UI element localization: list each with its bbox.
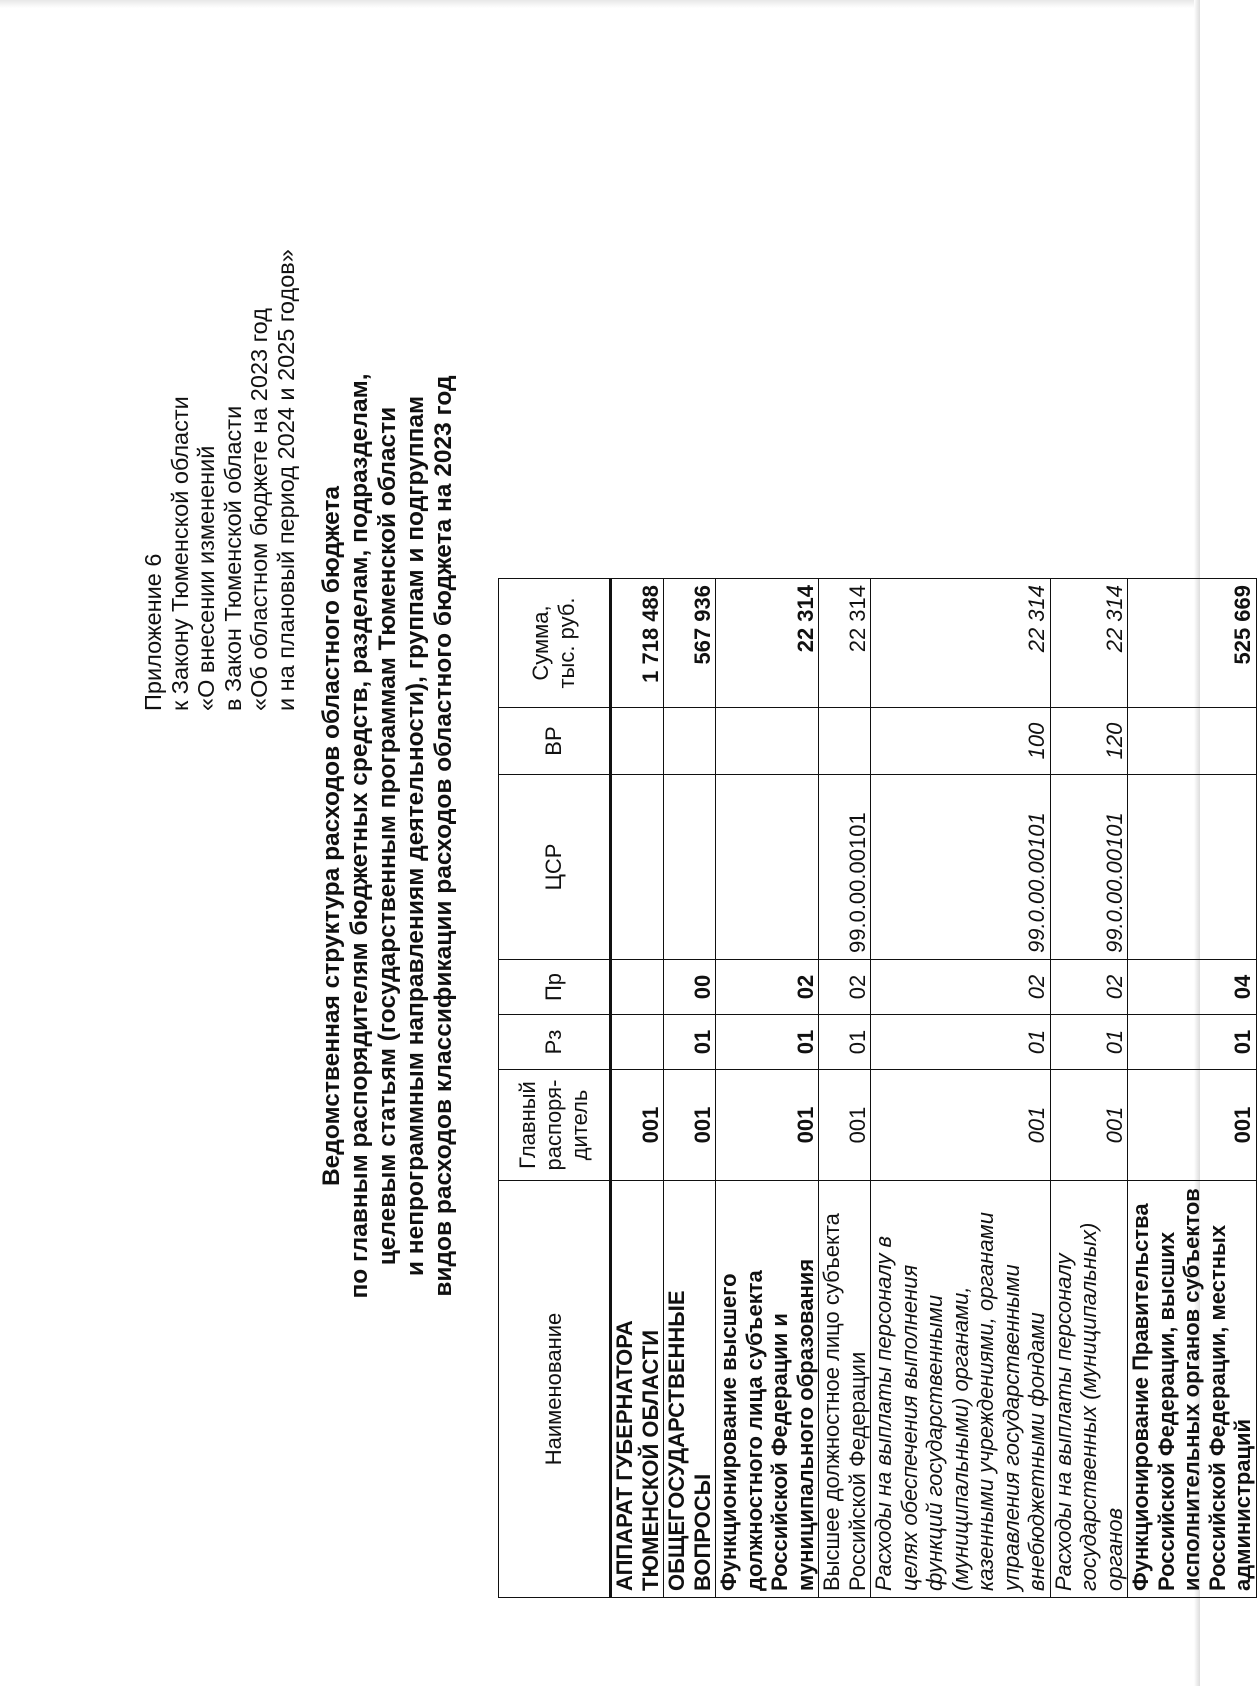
cell-section <box>611 1015 664 1070</box>
cell-amount: 1 718 488 <box>611 579 664 708</box>
cell-target-article <box>1128 775 1257 960</box>
cell-target-article: 99.0.00.00101 <box>1050 775 1128 960</box>
cell-chief-manager: 001 <box>871 1070 1051 1181</box>
cell-target-article <box>716 775 819 960</box>
cell-target-article <box>611 775 664 960</box>
cell-expense-type: 120 <box>1050 708 1128 775</box>
cell-section: 01 <box>1050 1015 1128 1070</box>
cell-expense-type <box>716 708 819 775</box>
cell-name: Расходы на выплаты персоналу государственных (муниципальных) органов <box>1050 1181 1128 1598</box>
cell-chief-manager: 001 <box>716 1070 819 1181</box>
cell-amount: 22 314 <box>871 579 1051 708</box>
document-title <box>318 186 458 1486</box>
cell-subsection <box>611 960 664 1015</box>
cell-amount: 22 314 <box>1050 579 1128 708</box>
title-line: целевым статьям (государственным программам Тюменской области <box>374 406 401 1266</box>
appendix-line: в Закон Тюменской области <box>219 405 246 711</box>
cell-name: Функционирование Правительства Российской Федерации, высших исполнительных органов субъектов Российской Федерации, местных администраций <box>1128 1181 1257 1598</box>
cell-subsection: 02 <box>871 960 1051 1015</box>
table-row <box>819 579 871 1598</box>
title-line: по главным распорядителям бюджетных средств, разделам, подразделам, <box>346 373 373 1299</box>
appendix-line: к Закону Тюменской области <box>166 396 193 711</box>
cell-subsection: 02 <box>716 960 819 1015</box>
header-expense-type: ВР <box>499 708 611 775</box>
table-row <box>664 579 716 1598</box>
cell-amount: 525 669 <box>1128 579 1257 708</box>
appendix-line: «О внесении изменений <box>193 445 219 711</box>
cell-amount: 22 314 <box>716 579 819 708</box>
cell-name: АППАРАТ ГУБЕРНАТОРА ТЮМЕНСКОЙ ОБЛАСТИ <box>611 1181 664 1598</box>
appendix-line: Приложение 6 <box>140 553 166 711</box>
cell-name: Высшее должностное лицо субъекта Российской Федерации <box>819 1181 871 1598</box>
cell-amount: 567 936 <box>664 579 716 708</box>
cell-chief-manager: 001 <box>664 1070 716 1181</box>
cell-section: 01 <box>819 1015 871 1070</box>
header-section: Рз <box>499 1015 611 1070</box>
cell-subsection: 00 <box>664 960 716 1015</box>
header-amount: Сумма, тыс. руб. <box>499 579 611 708</box>
cell-expense-type: 100 <box>871 708 1051 775</box>
cell-section: 01 <box>871 1015 1051 1070</box>
cell-subsection: 04 <box>1128 960 1257 1015</box>
cell-expense-type <box>611 708 664 775</box>
table-row <box>1050 579 1128 1598</box>
cell-subsection: 02 <box>819 960 871 1015</box>
title-line: и непрограммным направлениям деятельности), группам и подгруппам <box>402 395 429 1277</box>
title-line: Ведомственная структура расходов областного бюджета <box>318 486 345 1187</box>
header-target-article: ЦСР <box>499 775 611 960</box>
appendix-note <box>140 249 299 711</box>
cell-chief-manager: 001 <box>819 1070 871 1181</box>
table-row <box>1128 579 1257 1598</box>
cell-target-article <box>664 775 716 960</box>
budget-table <box>498 578 1257 1598</box>
appendix-line: и на плановый период 2024 и 2025 годов» <box>272 249 299 711</box>
cell-chief-manager: 001 <box>1050 1070 1128 1181</box>
cell-expense-type <box>664 708 716 775</box>
table-row <box>871 579 1051 1598</box>
cell-subsection: 02 <box>1050 960 1128 1015</box>
table-row <box>716 579 819 1598</box>
appendix-line: «Об областном бюджете на 2023 год <box>246 308 272 711</box>
header-name: Наименование <box>499 1181 611 1598</box>
cell-name: ОБЩЕГОСУДАРСТВЕННЫЕ ВОПРОСЫ <box>664 1181 716 1598</box>
cell-chief-manager: 001 <box>1128 1070 1257 1181</box>
cell-amount: 22 314 <box>819 579 871 708</box>
header-row <box>499 579 611 1598</box>
cell-name: Функционирование высшего должностного лица субъекта Российской Федерации и муниципального образования <box>716 1181 819 1598</box>
cell-expense-type <box>819 708 871 775</box>
cell-chief-manager: 001 <box>611 1070 664 1181</box>
cell-target-article: 99.0.00.00101 <box>819 775 871 960</box>
title-line: видов расходов классификации расходов областного бюджета на 2023 год <box>430 375 457 1297</box>
table-header <box>499 579 611 1598</box>
cell-section: 01 <box>716 1015 819 1070</box>
header-chief-manager: Главный распоря- дитель <box>499 1070 611 1181</box>
cell-section: 01 <box>1128 1015 1257 1070</box>
cell-name: Расходы на выплаты персоналу в целях обеспечения выполнения функций государственными (муниципальными) органами, казенными учреждениями, органами управления государственными внебюджетными фондами <box>871 1181 1051 1598</box>
cell-section: 01 <box>664 1015 716 1070</box>
cell-target-article: 99.0.00.00101 <box>871 775 1051 960</box>
table-row <box>611 579 664 1598</box>
header-subsection: Пр <box>499 960 611 1015</box>
cell-expense-type <box>1128 708 1257 775</box>
